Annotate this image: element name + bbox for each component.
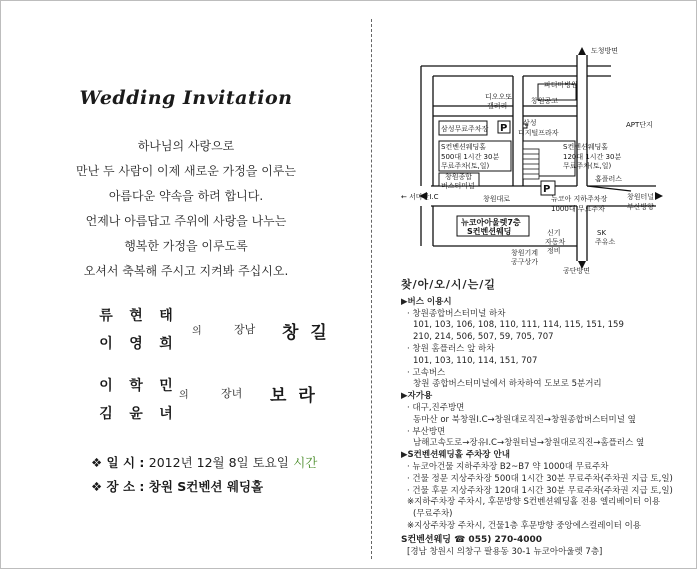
parking-note: ※지상주차장 주차시, 건물1층 후문방향 중앙에스컬레이터 이용 <box>407 520 642 531</box>
parking-item: · 건물 정문 지상주차장 500대 1시간 30분 무료주차(주차권 지급 토,일) <box>407 473 673 484</box>
bride-mother: 김 윤 녀 <box>99 406 173 422</box>
map-label-auto2: 자동차 <box>545 238 566 246</box>
groom-relation: 의 <box>192 326 202 337</box>
map-label-seomasan: ← 서마산I.C <box>401 193 439 201</box>
bus-routes: 창원 종합버스터미널에서 하차하여 도보로 5분거리 <box>413 379 602 390</box>
groom-mother: 이 영 희 <box>99 336 173 352</box>
map-label-dochung: 도청방면 <box>591 47 619 55</box>
groom-role: 장남 <box>234 323 256 336</box>
date-value: 2012년 12월 8일 토요일 <box>148 455 289 470</box>
map-label-sconv2: S컨벤션웨딩홀 <box>563 143 609 151</box>
bride-relation: 의 <box>179 390 189 401</box>
map-label-tools2: 공구상가 <box>511 258 539 266</box>
map-parking-p1: P <box>500 123 508 134</box>
map-parking-p2: P <box>543 184 551 195</box>
map-label-gongdan: 공단방면 <box>563 267 591 275</box>
map-label-newcore: 뉴코아아울렛7층 <box>461 218 521 227</box>
map-label-diocello: 디오오또 <box>485 93 513 101</box>
map-label-homeplus: 홈플러스 <box>595 175 623 183</box>
bus-title: ▶버스 이용시 <box>401 296 452 307</box>
place-value: 창원 S컨벤션 웨딩홀 <box>148 479 264 494</box>
event-date <box>91 453 317 471</box>
map-label-apt: APT단지 <box>626 121 653 129</box>
car-route: 남해고속도로→장유I.C→창원터널→창원대로직진→홈플러스 옆 <box>413 438 645 449</box>
map-label-terminal2: 버스터미널 <box>441 182 475 190</box>
map-label-patima: 파티마병원 <box>544 81 578 89</box>
map-label-tools1: 창원기계 <box>511 249 539 257</box>
car-title: ▶자가용 <box>401 391 433 402</box>
bus-routes: 210, 214, 506, 507, 59, 705, 707 <box>413 332 554 343</box>
groom-father: 류 현 태 <box>99 308 173 324</box>
contact-phone: S컨벤션웨딩 ☎ 055) 270-4000 <box>401 534 543 545</box>
place-label: ❖ 장 소 : <box>91 479 145 494</box>
location-map <box>401 41 681 276</box>
map-label-changwon-tunnel: 창원터널 <box>627 193 655 201</box>
map-label-lot500: 500대 1시간 30분 <box>441 153 500 161</box>
map-label-changwondaero: 창원대로 <box>483 195 511 203</box>
map-label-free1: 무료주차(토,일) <box>441 162 490 170</box>
bus-routes: 101, 103, 110, 114, 151, 707 <box>413 355 538 366</box>
map-label-samsung: 삼성 <box>523 119 537 127</box>
map-label-sk2: 주유소 <box>595 238 616 246</box>
parking-item: · 뉴코아건물 지하주차장 B2~B7 약 1000대 무료주차 <box>407 461 609 472</box>
groom-parents <box>91 301 181 357</box>
message-line: 언제나 아름답고 주위에 사랑을 나누는 <box>85 214 287 228</box>
bus-item: · 창원종합버스터미널 하차 <box>407 308 506 319</box>
invitation-title: Wedding Invitation <box>79 87 293 109</box>
map-label-digital: 디지털프라자 <box>518 129 559 137</box>
directions-heading: 찾/아/오/시/는/길 <box>401 278 496 291</box>
map-label-sconv: S컨벤션웨딩 <box>467 227 512 236</box>
map-label-sk1: SK <box>597 229 607 237</box>
map-label-free2: 무료주차(토,일) <box>563 162 612 170</box>
groom-name: 창길 <box>282 323 339 343</box>
map-label-gallery: 갤러리 <box>487 102 508 110</box>
message-line: 오셔서 축복해 주시고 지켜봐 주십시오. <box>83 264 289 278</box>
car-item: · 대구,진주방면 <box>407 402 465 413</box>
parking-title: ▶S컨벤션웨딩홀 주차장 안내 <box>401 450 510 461</box>
bus-item: · 고속버스 <box>407 367 446 378</box>
bride-role: 장녀 <box>221 387 243 400</box>
map-label-samsung-lot: 삼성무료주차장 <box>441 125 489 133</box>
car-item: · 부산방면 <box>407 426 446 437</box>
message-line: 만난 두 사람이 이제 새로운 가정을 이루는 <box>76 164 296 178</box>
parking-note: ※지하주차장 주차시, 후문방향 S컨벤션웨딩홀 전용 엘리베이터 이용 <box>407 497 661 508</box>
parking-item: · 건물 후문 지상주차장 120대 1시간 30분 무료주차(주차권 지급 토,일) <box>407 485 673 496</box>
map-label-terminal1: 창원종합 <box>445 173 473 181</box>
date-label: ❖ 일 시 : <box>91 455 145 470</box>
directions <box>401 279 691 558</box>
fold-divider <box>371 19 372 559</box>
map-label-newcore-park2: 1000대 무료주차 <box>551 205 605 213</box>
map-label-busan: 부산방향 <box>627 203 655 211</box>
invitation-message <box>1 134 371 284</box>
bus-routes: 101, 103, 106, 108, 110, 111, 114, 115, 151, 159 <box>413 320 624 331</box>
map-label-auto3: 정비 <box>547 247 561 255</box>
message-line: 아름다운 약속을 하려 합니다. <box>108 189 264 203</box>
bride-father: 이 학 민 <box>99 378 173 394</box>
parking-note: (무료주차) <box>413 509 453 520</box>
event-place <box>91 477 263 495</box>
address: [경남 창원시 의창구 팔용동 30-1 뉴코아아울렛 7층] <box>407 546 603 557</box>
time-label: 시간 <box>293 455 318 470</box>
map-label-changwon-high: 창원공고 <box>531 97 559 105</box>
map-label-sconv1: S컨벤션웨딩홀 <box>441 143 487 151</box>
message-line: 하나님의 사랑으로 <box>137 139 235 153</box>
bride-parents <box>91 371 181 427</box>
map-label-newcore-park1: 뉴코아 지하주차장 <box>551 195 608 203</box>
bus-item: · 창원 홈플러스 앞 하차 <box>407 343 495 354</box>
bride-name: 보라 <box>270 386 327 406</box>
message-line: 행복한 가정을 이루도록 <box>124 239 248 253</box>
map-label-auto1: 신기 <box>547 229 561 237</box>
map-label-lot120: 120대 1시간 30분 <box>563 153 622 161</box>
car-route: 동마산 or 북창원I.C→창원대로직진→창원종합버스터미널 옆 <box>413 414 636 425</box>
